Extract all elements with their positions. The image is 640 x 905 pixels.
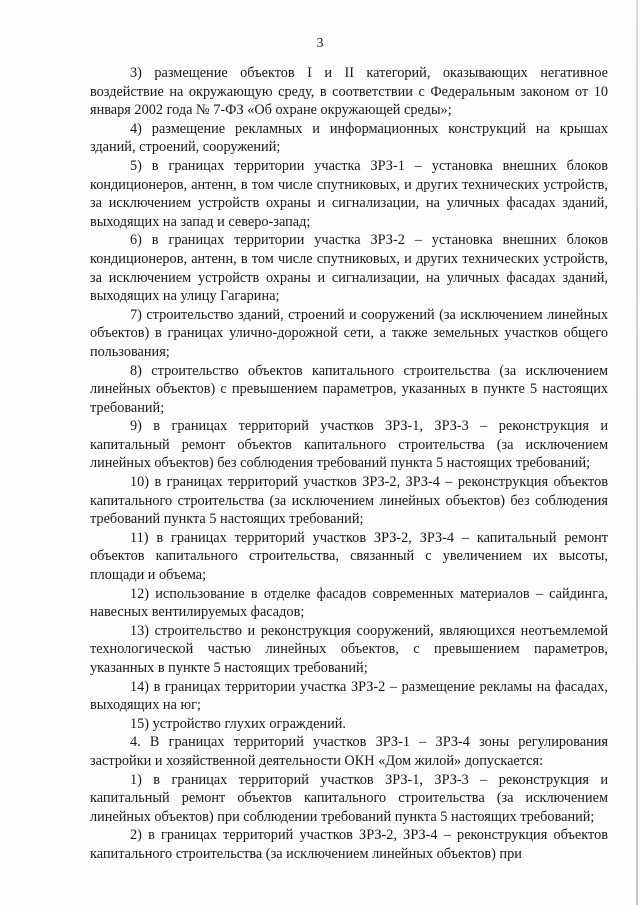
paragraph-item-3: 3) размещение объектов I и II категорий, оказывающих негативное воздействие на окружающую среду, в соответствии с Федеральным законом от 10 января 2002 года № 7-ФЗ «Об охране окружающей среды»; xyxy=(90,65,608,119)
paragraph-item-10: 10) в границах территорий участков ЗРЗ-2, ЗРЗ-4 – реконструкция объектов капитального строительства (за исключением линейных объектов) без соблюдения требований пункта 5 настоящих требований; xyxy=(90,474,608,528)
permitted-item-1: 1) в границах территорий участков ЗРЗ-1, ЗРЗ-3 – реконструкция и капитальный ремонт объектов капитального строительства (за исключением линейных объектов) при соблюдении требований пункта 5 настоящих требований; xyxy=(90,771,608,825)
paragraph-item-14: 14) в границах территории участка ЗРЗ-2 – размещение рекламы на фасадах, выходящих на юг; xyxy=(90,678,608,714)
scan-edge xyxy=(636,0,638,905)
paragraph-item-5: 5) в границах территории участка ЗРЗ-1 – установка внешних блоков кондиционеров, антенн, в том числе спутниковых, и других технических устройств, за исключением устройств охраны и сигнализации, на уличных фасадах зданий, выходящих на запад и северо-запад; xyxy=(90,157,608,230)
section-4-heading: 4. В границах территорий участков ЗРЗ-1 – ЗРЗ-4 зоны регулирования застройки и хозяйственной деятельности ОКН «Дом жилой» допускается: xyxy=(90,734,608,769)
paragraph-item-9: 9) в границах территорий участков ЗРЗ-1, ЗРЗ-3 – реконструкция и капитальный ремонт объектов капитального строительства (за исключением линейных объектов) без соблюдения требований пункта 5 настоящих требований; xyxy=(90,418,608,472)
page-number: 3 xyxy=(316,36,324,51)
permitted-item-2: 2) в границах территорий участков ЗРЗ-2, ЗРЗ-4 – реконструкция объектов капитального строительства (за исключением линейных объектов) при xyxy=(90,827,608,862)
paragraph-item-7: 7) строительство зданий, строений и сооружений (за исключением линейных объектов) в границах улично-дорожной сети, а также земельных участков общего пользования; xyxy=(90,306,608,360)
paragraph-item-6: 6) в границах территории участка ЗРЗ-2 – установка внешних блоков кондиционеров, антенн, в том числе спутниковых, и других технических устройств, за исключением устройств охраны и сигнализации, на уличных фасадах зданий, выходящих на улицу Гагарина; xyxy=(90,232,608,305)
paragraph-item-15: 15) устройство глухих ограждений. xyxy=(130,715,346,732)
paragraph-item-13: 13) строительство и реконструкция сооружений, являющихся неотъемлемой технологической частью линейных объектов, с превышением параметров, указанных в пункте 5 настоящих требований; xyxy=(90,622,608,676)
paragraph-item-4: 4) размещение рекламных и информационных конструкций на крышах зданий, строений, сооружений; xyxy=(90,120,608,156)
paragraph-item-12: 12) использование в отделке фасадов современных материалов – сайдинга, навесных вентилируемых фасадов; xyxy=(90,585,608,621)
document-body xyxy=(90,64,608,864)
paragraph-item-11: 11) в границах территорий участков ЗРЗ-2, ЗРЗ-4 – капитальный ремонт объектов капитального строительства, связанный с увеличением их высоты, площади и объема; xyxy=(90,529,608,584)
paragraph-item-8: 8) строительство объектов капитального строительства (за исключением линейных объектов) с превышением параметров, указанных в пункте 5 настоящих требований; xyxy=(90,362,608,416)
